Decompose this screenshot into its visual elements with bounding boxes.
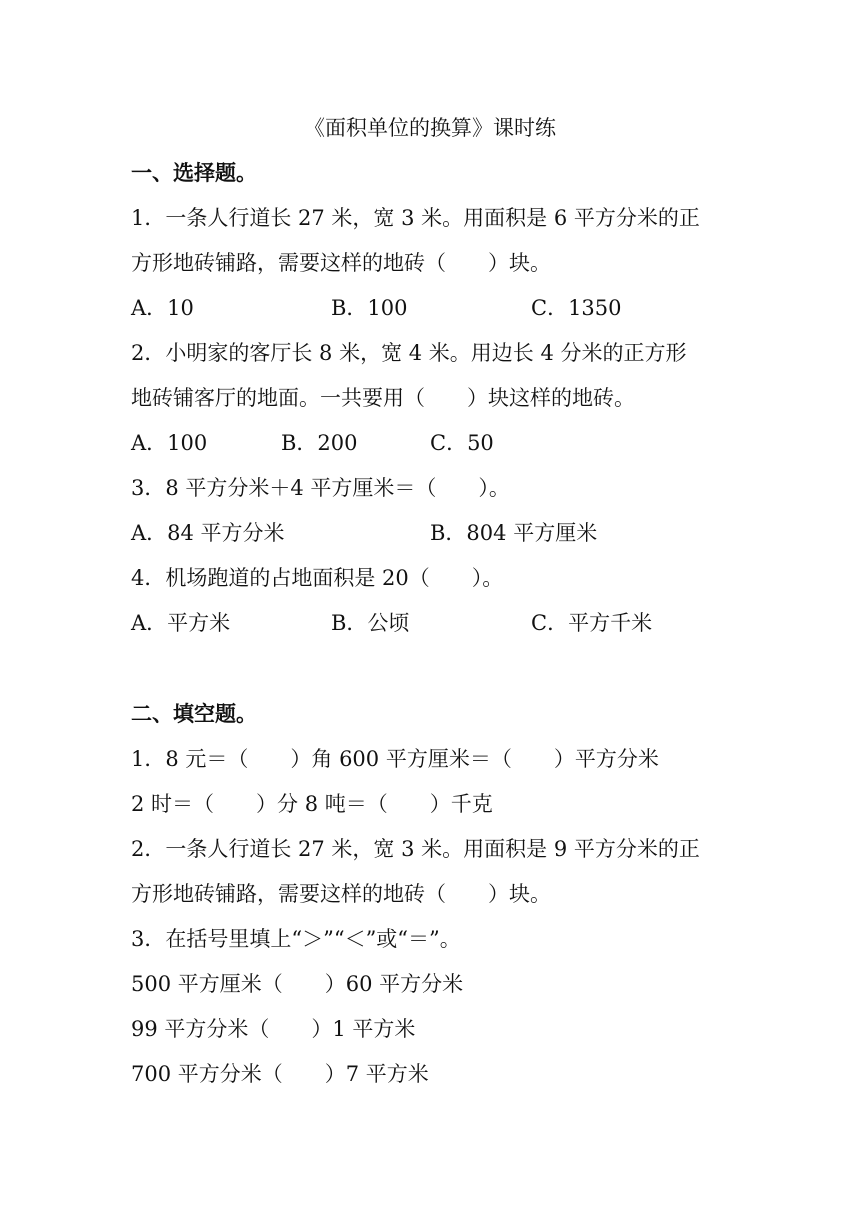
option-b: B．804 平方厘米 xyxy=(430,521,598,545)
option-c: C．1350 xyxy=(531,296,622,320)
option-c: C．平方千米 xyxy=(531,611,653,635)
fill-question-1-line-1: 1．8 元＝（ ）角 600 平方厘米＝（ ）平方分米 xyxy=(131,747,659,771)
section-heading-choice: 一、选择题。 xyxy=(131,161,257,185)
option-b: B．100 xyxy=(331,296,408,320)
comparison-item: 700 平方分米（ ）7 平方米 xyxy=(131,1062,429,1086)
section-heading-fill-blank: 二、填空题。 xyxy=(131,702,257,726)
option-a: A．10 xyxy=(131,296,194,320)
option-b: B．公顷 xyxy=(331,611,410,635)
fill-question-1-line-2: 2 时＝（ ）分 8 吨＝（ ）千克 xyxy=(131,792,493,816)
option-a: A．100 xyxy=(131,431,208,455)
comparison-item: 500 平方厘米（ ）60 平方分米 xyxy=(131,972,464,996)
question-1-line-1: 1．一条人行道长 27 米，宽 3 米。用面积是 6 平方分米的正 xyxy=(131,206,700,230)
option-a: A．84 平方分米 xyxy=(131,521,285,545)
question-4-line-1: 4．机场跑道的占地面积是 20（ ）。 xyxy=(131,566,504,590)
fill-question-2-line-2: 方形地砖铺路，需要这样的地砖（ ）块。 xyxy=(131,882,551,906)
question-3-line-1: 3．8 平方分米＋4 平方厘米＝（ ）。 xyxy=(131,476,510,500)
comparison-item: 99 平方分米（ ）1 平方米 xyxy=(131,1017,416,1041)
question-2-line-2: 地砖铺客厅的地面。一共要用（ ）块这样的地砖。 xyxy=(131,386,635,410)
question-2-line-1: 2．小明家的客厅长 8 米，宽 4 米。用边长 4 分米的正方形 xyxy=(131,341,687,365)
option-c: C．50 xyxy=(430,431,494,455)
question-1-line-2: 方形地砖铺路，需要这样的地砖（ ）块。 xyxy=(131,251,551,275)
page-title: 《面积单位的换算》课时练 xyxy=(304,116,556,140)
fill-question-2-line-1: 2．一条人行道长 27 米，宽 3 米。用面积是 9 平方分米的正 xyxy=(131,837,700,861)
fill-question-3-line-1: 3．在括号里填上“＞”“＜”或“＝”。 xyxy=(131,927,461,951)
option-b: B．200 xyxy=(281,431,358,455)
option-a: A．平方米 xyxy=(131,611,231,635)
